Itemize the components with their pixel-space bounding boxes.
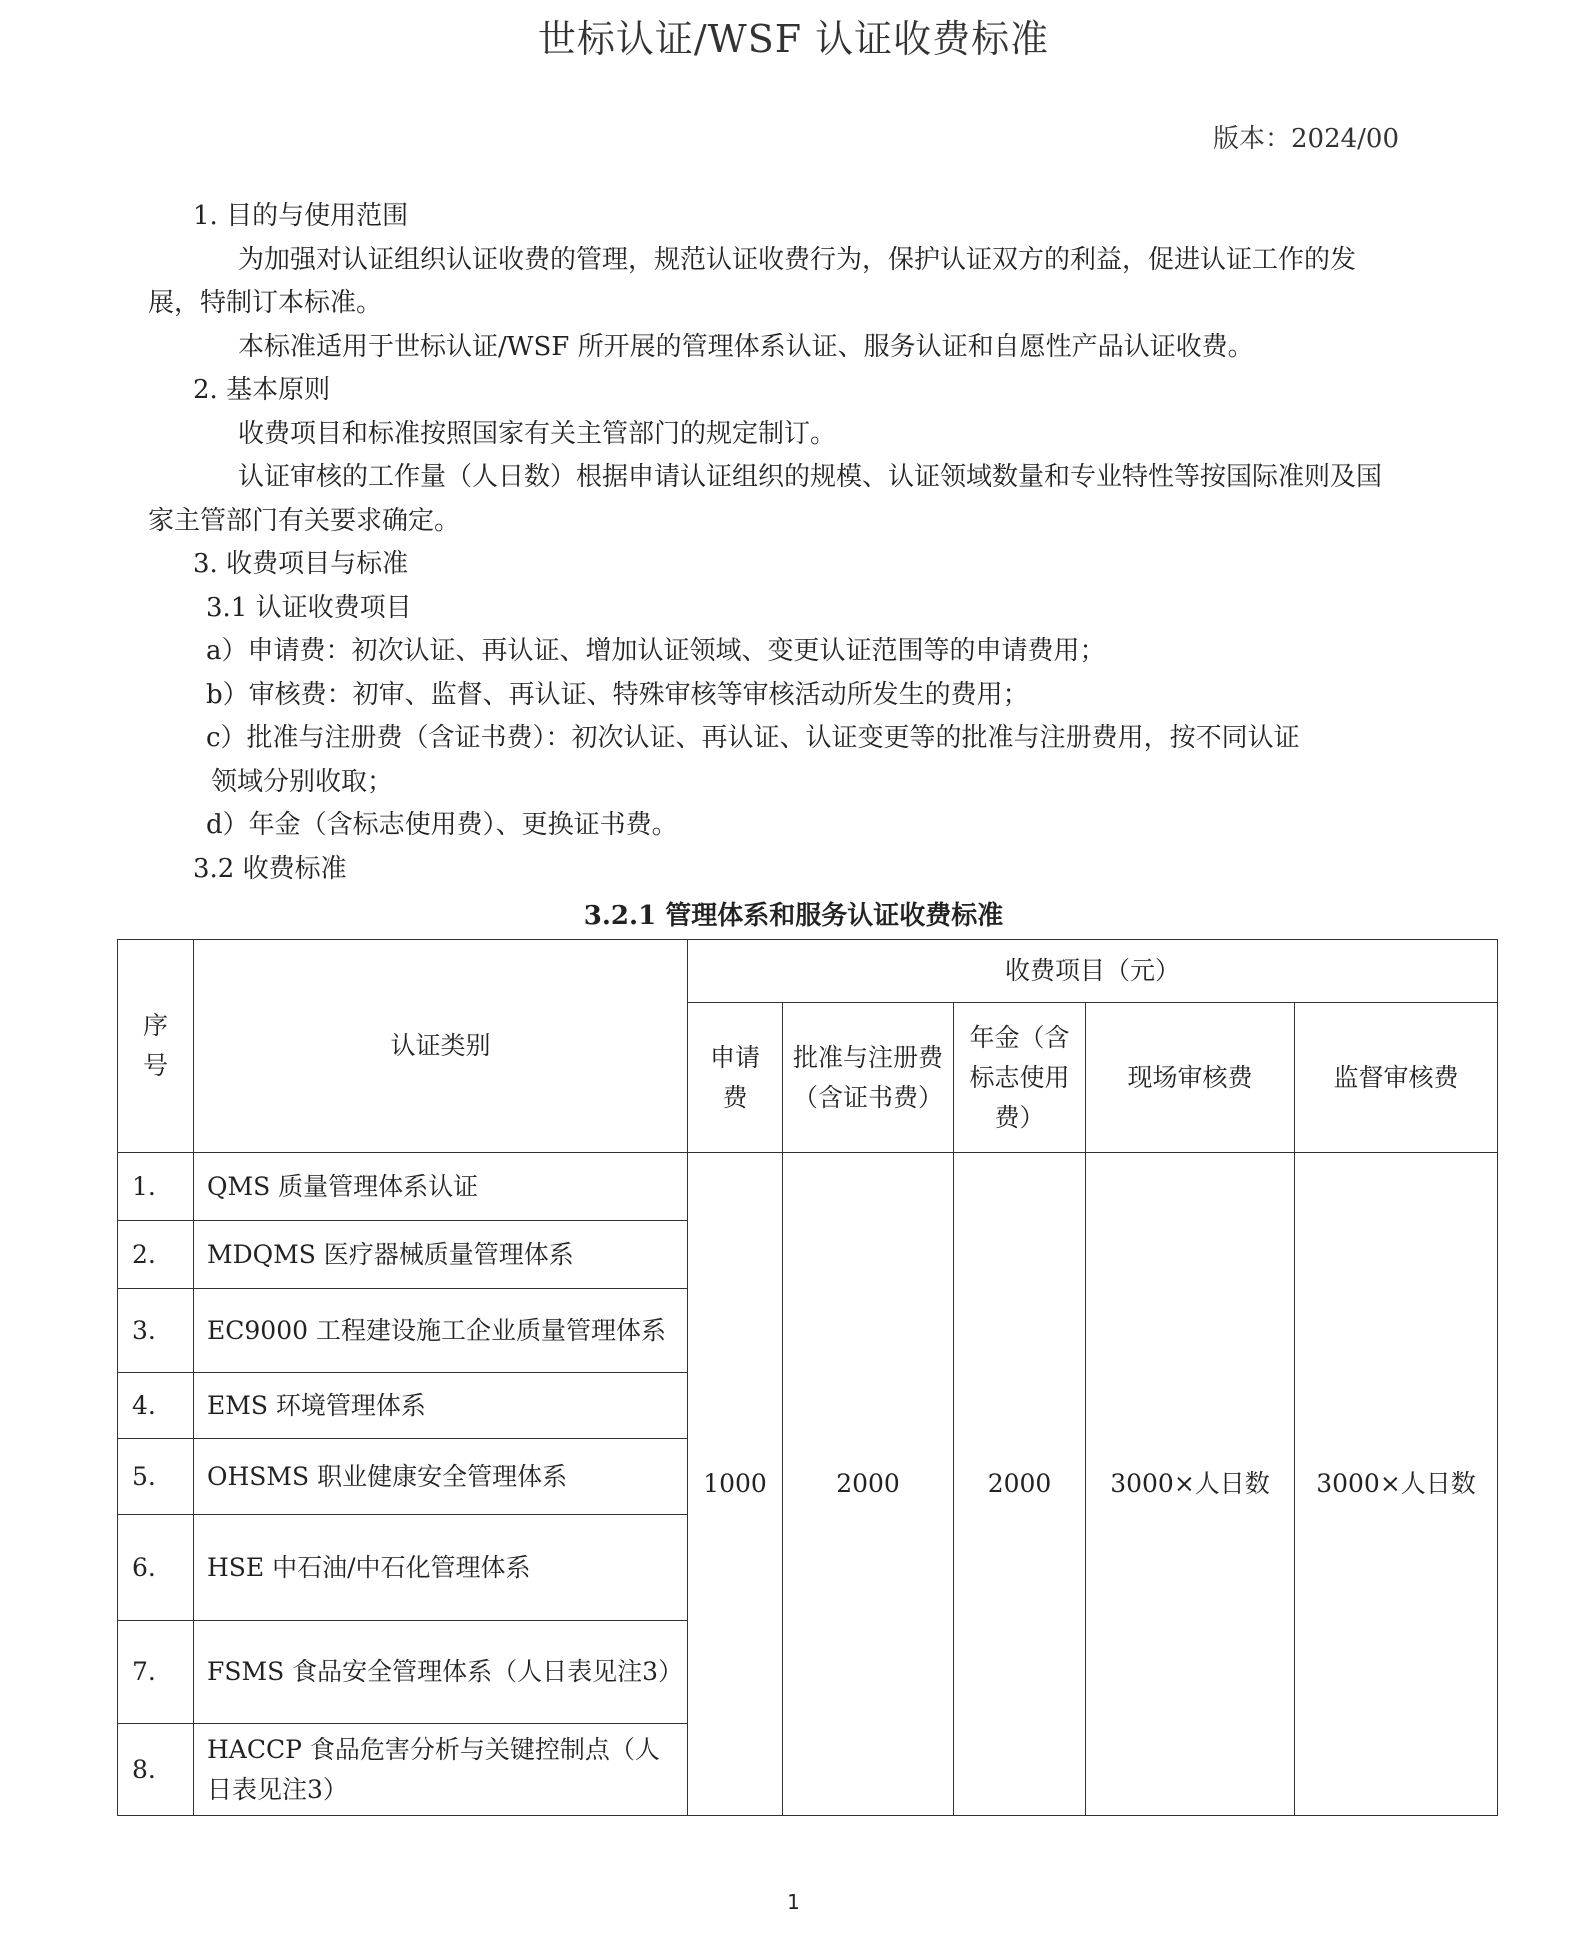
document-body [148,195,1403,891]
header-annual-fee: 年金（含标志使用费） [954,1003,1086,1153]
row-seq: 8. [118,1724,194,1816]
row-seq: 3. [118,1289,194,1373]
list-item-d: d）年金（含标志使用费）、更换证书费。 [206,810,678,840]
row-category: EMS 环境管理体系 [194,1373,688,1439]
row-category: FSMS 食品安全管理体系（人日表见注3） [194,1621,688,1724]
table-row [118,1153,1498,1221]
row-seq: 6. [118,1515,194,1621]
header-onsite-audit-fee: 现场审核费 [1086,1003,1295,1153]
header-application-fee-label: 申请费 [709,1042,760,1112]
section-1-heading: 1. 目的与使用范围 [193,201,409,231]
row-category: MDQMS 医疗器械质量管理体系 [194,1221,688,1289]
section-3-1-heading: 3.1 认证收费项目 [206,592,412,623]
row-seq: 4. [118,1373,194,1439]
row-seq: 5. [118,1439,194,1515]
section-3-2-heading: 3.2 收费标准 [193,853,347,884]
header-seq [118,940,194,1153]
header-application-fee [688,1003,783,1153]
row-category: HACCP 食品危害分析与关键控制点（人日表见注3） [194,1724,688,1816]
header-seq-label: 序号 [142,1011,168,1080]
row-category: QMS 质量管理体系认证 [194,1153,688,1221]
row-seq: 7. [118,1621,194,1724]
merged-approval-fee: 2000 [783,1153,954,1816]
row-category: HSE 中石油/中石化管理体系 [194,1515,688,1621]
section-2-paragraph-1: 收费项目和标准按照国家有关主管部门的规定制订。 [238,418,837,449]
merged-onsite-audit-fee: 3000×人日数 [1086,1153,1295,1816]
list-item-a: a）申请费：初次认证、再认证、增加认证领域、变更认证范围等的申请费用； [206,636,1106,666]
row-category: OHSMS 职业健康安全管理体系 [194,1439,688,1515]
merged-annual-fee: 2000 [954,1153,1086,1816]
section-2-heading: 2. 基本原则 [193,375,331,405]
list-item-c-continued: 领域分别收取； [211,766,394,797]
fee-table [117,939,1498,1816]
section-1-paragraph-1: 为加强对认证组织认证收费的管理，规范认证收费行为，保护认证双方的利益，促进认证工作的发展，特制订本标准。 [148,244,1357,318]
header-fee-group: 收费项目（元） [688,940,1498,1003]
header-supervision-audit-fee: 监督审核费 [1295,1003,1498,1153]
version-label: 版本：2024/00 [1212,124,1399,154]
header-approval-fee: 批准与注册费（含证书费） [783,1003,954,1153]
row-seq: 1. [118,1153,194,1221]
row-category: EC9000 工程建设施工企业质量管理体系 [194,1289,688,1373]
table-caption: 3.2.1 管理体系和服务认证收费标准 [583,901,1004,931]
header-category: 认证类别 [194,940,688,1153]
list-item-c: c）批准与注册费（含证书费）：初次认证、再认证、认证变更等的批准与注册费用，按不同认证 [206,723,1300,753]
page-number: 1 [787,1890,800,1914]
list-item-b: b）审核费：初审、监督、再认证、特殊审核等审核活动所发生的费用； [206,679,1029,710]
section-1-paragraph-2: 本标准适用于世标认证/WSF 所开展的管理体系认证、服务认证和自愿性产品认证收费。 [238,331,1254,362]
row-seq: 2. [118,1221,194,1289]
merged-application-fee: 1000 [688,1153,783,1816]
document-title: 世标认证/WSF 认证收费标准 [537,17,1050,61]
section-2-paragraph-2: 认证审核的工作量（人日数）根据申请认证组织的规模、认证领域数量和专业特性等按国际准则及国家主管部门有关要求确定。 [148,462,1383,536]
merged-supervision-audit-fee: 3000×人日数 [1295,1153,1498,1816]
section-3-heading: 3. 收费项目与标准 [193,549,409,579]
